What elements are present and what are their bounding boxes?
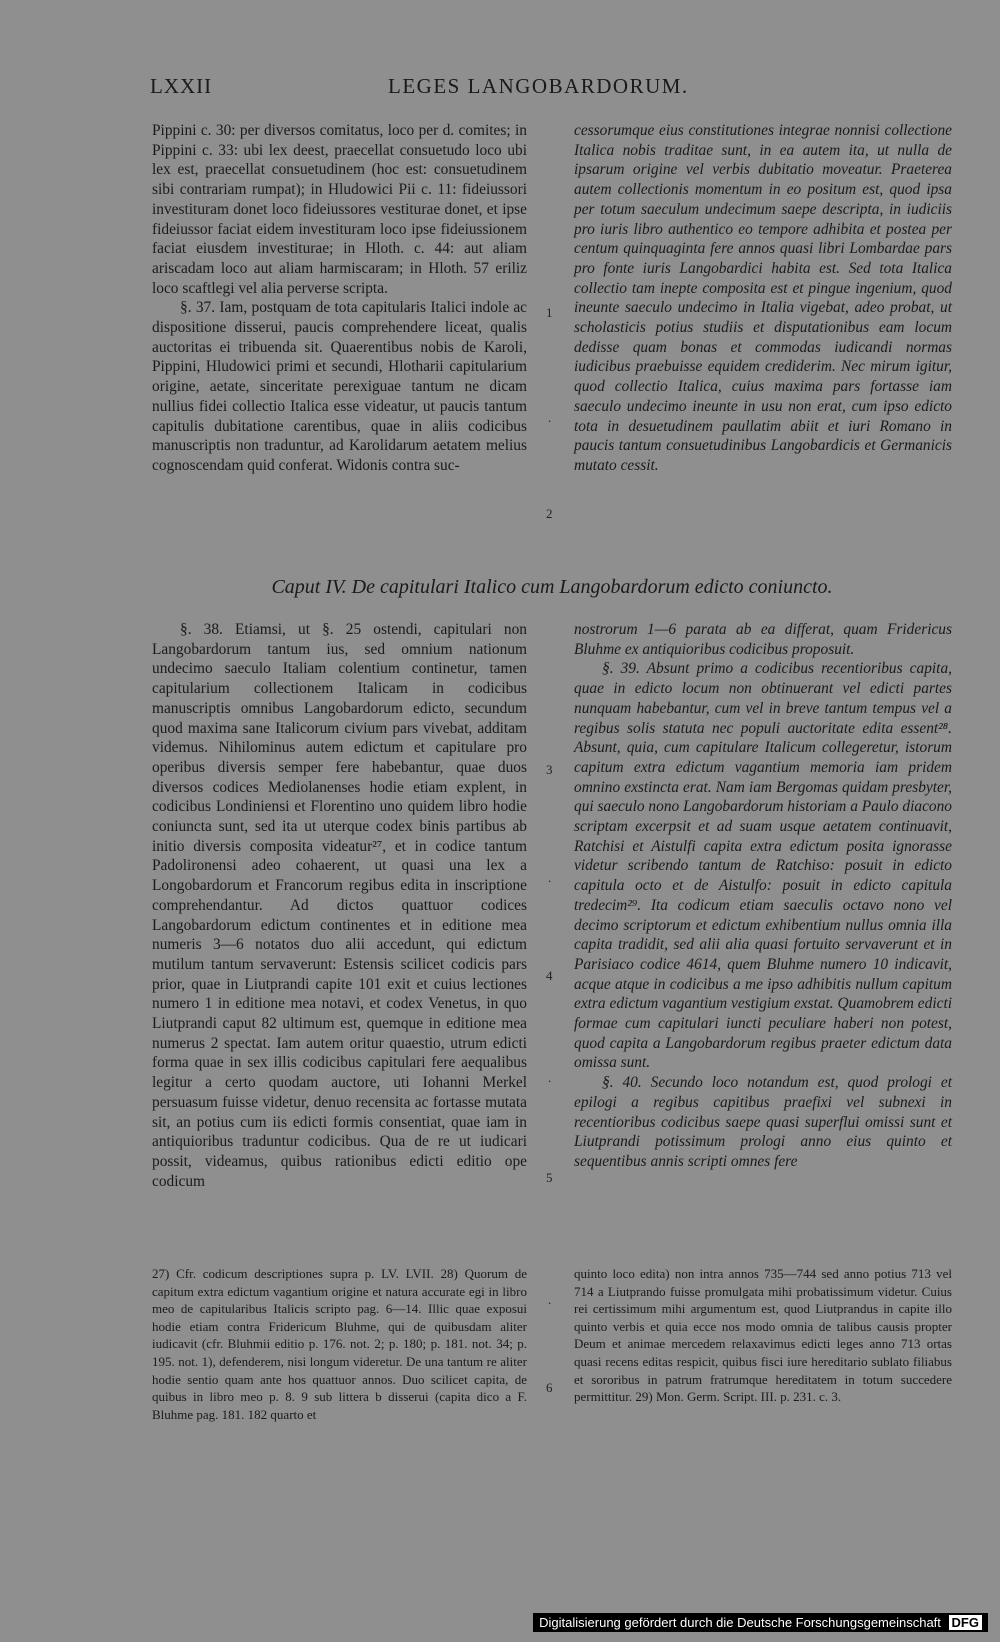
line-number: . (548, 1292, 552, 1307)
paragraph: Pippini c. 30: per diversos comitatus, loco per d. comites; in Pippini c. 33: ubi lex deest, praecellat consuetudo loco ubi lex est, praecellat consuetudinem (hoc est: consuetudinem sibi contrariam rumpat); in Hludowici Pii c. 11: fideiussori investituram donet loco fideiussores vestiturae donet, et ipse fideiussor faciat eidem investituram loco ipse fideiussionem faciat eiusdem investiturae; in Hloth. c. 44: aut aliam ariscadam loco aut aliam harmiscaram; in Hloth. 57 eriliz loco scaftlegi vel alia perverse scripta. (152, 122, 527, 297)
column-mid-left (152, 620, 527, 1191)
paragraph: nostrorum 1—6 parata ab ea differat, quam Fridericus Bluhme ex antiquioribus codicibus proposuit. (574, 621, 952, 658)
line-number: 2 (546, 506, 553, 521)
running-title: LEGES LANGOBARDORUM. (388, 74, 689, 98)
paragraph: §. 39. Absunt primo a codicibus recentioribus capita, quae in edicto locum non obtinuerant vel edicti partes nunquam habebantur, cum vel in breve tantum tempus vel a regibus solis statuta nec populi auctoritate edita essent²⁸. Absunt, quia, cum capitulare Italicum collegeretur, istorum capitum extra edictum vagantium memoria iam pridem omnino exstincta erat. Nam iam Bergomas quidam presbyter, qui saeculo nono Langobardorum historiam a Paulo diacono scriptam excerpsit et ad suam usque aetatem continuavit, Ratchisi et Aistulfi capita extra edictum posita ignorasse videtur scribendo tantum de Ratchiso: posuit in edicto capitula octo et de Aistulfo: posuit in edicto capitula tredecim²⁹. Ita codicum etiam saeculis octavo nono vel decimo scriptorum et edictum exhibentium nullus omnia illa capita tradidit, sed alii alia quasi fortuito servaverunt et in Parisiaco codice 4614, quem Bluhme numero 10 indicavit, acque atque in codicibus a me ipso adhibitis nullum capitum extra edictum vagantium vestigium exstat. Quamobrem edicti formae cum capitulari iuncti peculiare haberi non potest, quod capita a Langobardorum regibus praeter edictum data omissa sunt. (574, 660, 952, 1072)
dfg-logo: DFG (949, 1615, 982, 1630)
digitization-footer (533, 1613, 988, 1632)
line-number: 1 (546, 305, 553, 320)
line-number: . (548, 870, 552, 885)
paragraph: cessorumque eius constitutiones integrae nonnisi collectione Italica nobis traditae sunt, in ea autem ita, ut nulla de ipsarum origine vel verbis dubitatio moveatur. Praeterea autem collectionis momentum in eo positum est, quod ipsa per totum saeculum undecimum saepe descripta, in iudiciis pro iuris libro authentico eo tempore adhibita et postea per centum quinquaginta fere annos quasi libri Lombardae pars pro fonte iuris Langobardici habita est. Sed tota Italica collectio tam inepte composita est et pingue ingenium, quod ineunte saeculo undecimo in Italia vigebat, adeo probat, ut scholasticis potius studiis et disputationibus eam locum dedisse quam bonas et commodas iudicandi normas iudicibus praebuisse equidem crediderim. Nec mirum igitur, quod collectio Italica, cuius maxima pars fortasse iam saeculo undecimo ineunte in usu non erat, cum ipso edicto tota in desuetudinem paullatim abiit et iuri Romano in paucis tantum consuetudinibus Langobardicis et Germanicis mutato cessit. (574, 122, 952, 474)
paragraph: §. 40. Secundo loco notandum est, quod prologi et epilogi a regibus capitibus praefixi vel subnexi in recentioribus codicibus saepe quasi superflui omissi sunt et Liutprandi potissimum prologi anno eius quinto et sequentibus annis scripti omnes fere (574, 1074, 952, 1170)
column-top-right (574, 121, 952, 476)
line-number: 4 (546, 968, 553, 983)
folio-number: LXXII (150, 74, 213, 98)
paragraph: §. 38. Etiamsi, ut §. 25 ostendi, capitulari non Langobardorum tantum ius, sed omnium nationum undecimo saeculo Italiam colentium continetur, tamen capitularium collectionem Italicam in codicibus manuscriptis omnibus Langobardorum edicto, secundum quod maxima sane Italicorum civium pars vivebat, additam videmus. Nihilominus autem edictum et capitulare pro operibus diversis semper fere habebantur, quae duos diversos codices Mediolanenses hodie etiam explent, in codicibus Londiniensi et Florentino uno quidem libro hodie coniuncta sunt, sed ita ut uterque codex binis partibus ab initio diversis composita videatur²⁷, et in codice tantum Padolironensi adeo cohaerent, ut quasi una lex a Longobardorum et Francorum regibus edita in inscriptione comprehendantur. Ad dictos quattuor codices Langobardorum edictum continentes et in editione mea numeris 3—6 notatos duo alii accedunt, qui edictum mutilum tantum servaverunt: Estensis scilicet codicis pars prior, quae in Liutprandi capite 101 exit et cuius lectiones numero 1 in editione mea notavi, et codex Venetus, in quo Liutprandi caput 82 ultimum est, quemque in editione mea numerus 2 spectat. Iam autem oritur quaestio, utrum edicti forma quae in sex illis codicibus capitulari fere aequalibus legitur a certo quodam auctore, uti Iohanni Merkel persuasum fuisse videtur, denuo recensita ac fortasse mutata sit, an potius cum iis edicti formis consentiat, quae iam in antiquioribus traduntur codicibus. Qua de re ut iudicari possit, videamus, quibus rationibus edicti editio ope codicum (152, 621, 527, 1190)
footnotes-right: quinto loco edita) non intra annos 735—744 sed anno potius 713 vel 714 a Liutprando fuisse promulgata mihi probatissimum videtur. Cuius rei certissimum mihi argumentum est, quod Liutprandus in capite illo quinto verbis et quia ecce nos modo omnia de talibus causis propter Deum et animae mercedem relaxavimus edicti leges anno 713 ortas quasi recens editas respicit, quibus fisci iure hereditario sublato filiabus et sororibus in patrum fratrumque hereditatem in totum succedere permittitur. 29) Mon. Germ. Script. III. p. 231. c. 3. (574, 1266, 952, 1405)
line-number: . (548, 410, 552, 425)
column-mid-right (574, 620, 952, 1172)
page-header (150, 74, 910, 104)
line-number: 6 (546, 1380, 553, 1395)
column-top-left (152, 121, 527, 476)
line-number: . (548, 1070, 552, 1085)
paragraph: §. 37. Iam, postquam de tota capitularis Italici indole ac dispositione disserui, paucis comprehendere liceat, qualis auctoritas ei tribuenda sit. Quaerentibus nobis de Karoli, Pippini, Hludowici primi et secundi, Hlotharii capitularium origine, aetate, sinceritate perexiguae tantum ne dicam nullius fidei collectio Italica esse videatur, ut paucis tantum capitulis dubitatione carentibus, quae in aliis codicibus manuscriptis non traduntur, ad Karolidarum aetatem melius cognoscendam quid conferat. Widonis contra suc- (152, 299, 527, 474)
footnotes-left: 27) Cfr. codicum descriptiones supra p. LV. LVII. 28) Quorum de capitum extra edictum vagantium origine et natura accurate egi in libro meo de capitularibus Italicis scripto pag. 6—14. Illic quae exposui hodie etiam contra Fridericum Bluhme, qui de quibusdam aliter iudicavit (cfr. Bluhmii editio p. 176. not. 2; p. 180; p. 181. not. 34; p. 195. not. 1), defenderem, nisi longum videretur. De una tantum re aliter hodie sentio quam ante hos quattuor annos. Duo scilicet capita, de quibus in libro meo p. 8. 9 sub littera b disserui (capita dico a F. Bluhme pag. 181. 182 quarto et (152, 1266, 527, 1422)
line-number: 3 (546, 762, 553, 777)
line-number: 5 (546, 1170, 553, 1185)
footer-text: Digitalisierung gefördert durch die Deutsche Forschungsgemeinschaft (539, 1615, 941, 1630)
chapter-heading: Caput IV. De capitulari Italico cum Langobardorum edicto coniuncto. (271, 576, 833, 598)
